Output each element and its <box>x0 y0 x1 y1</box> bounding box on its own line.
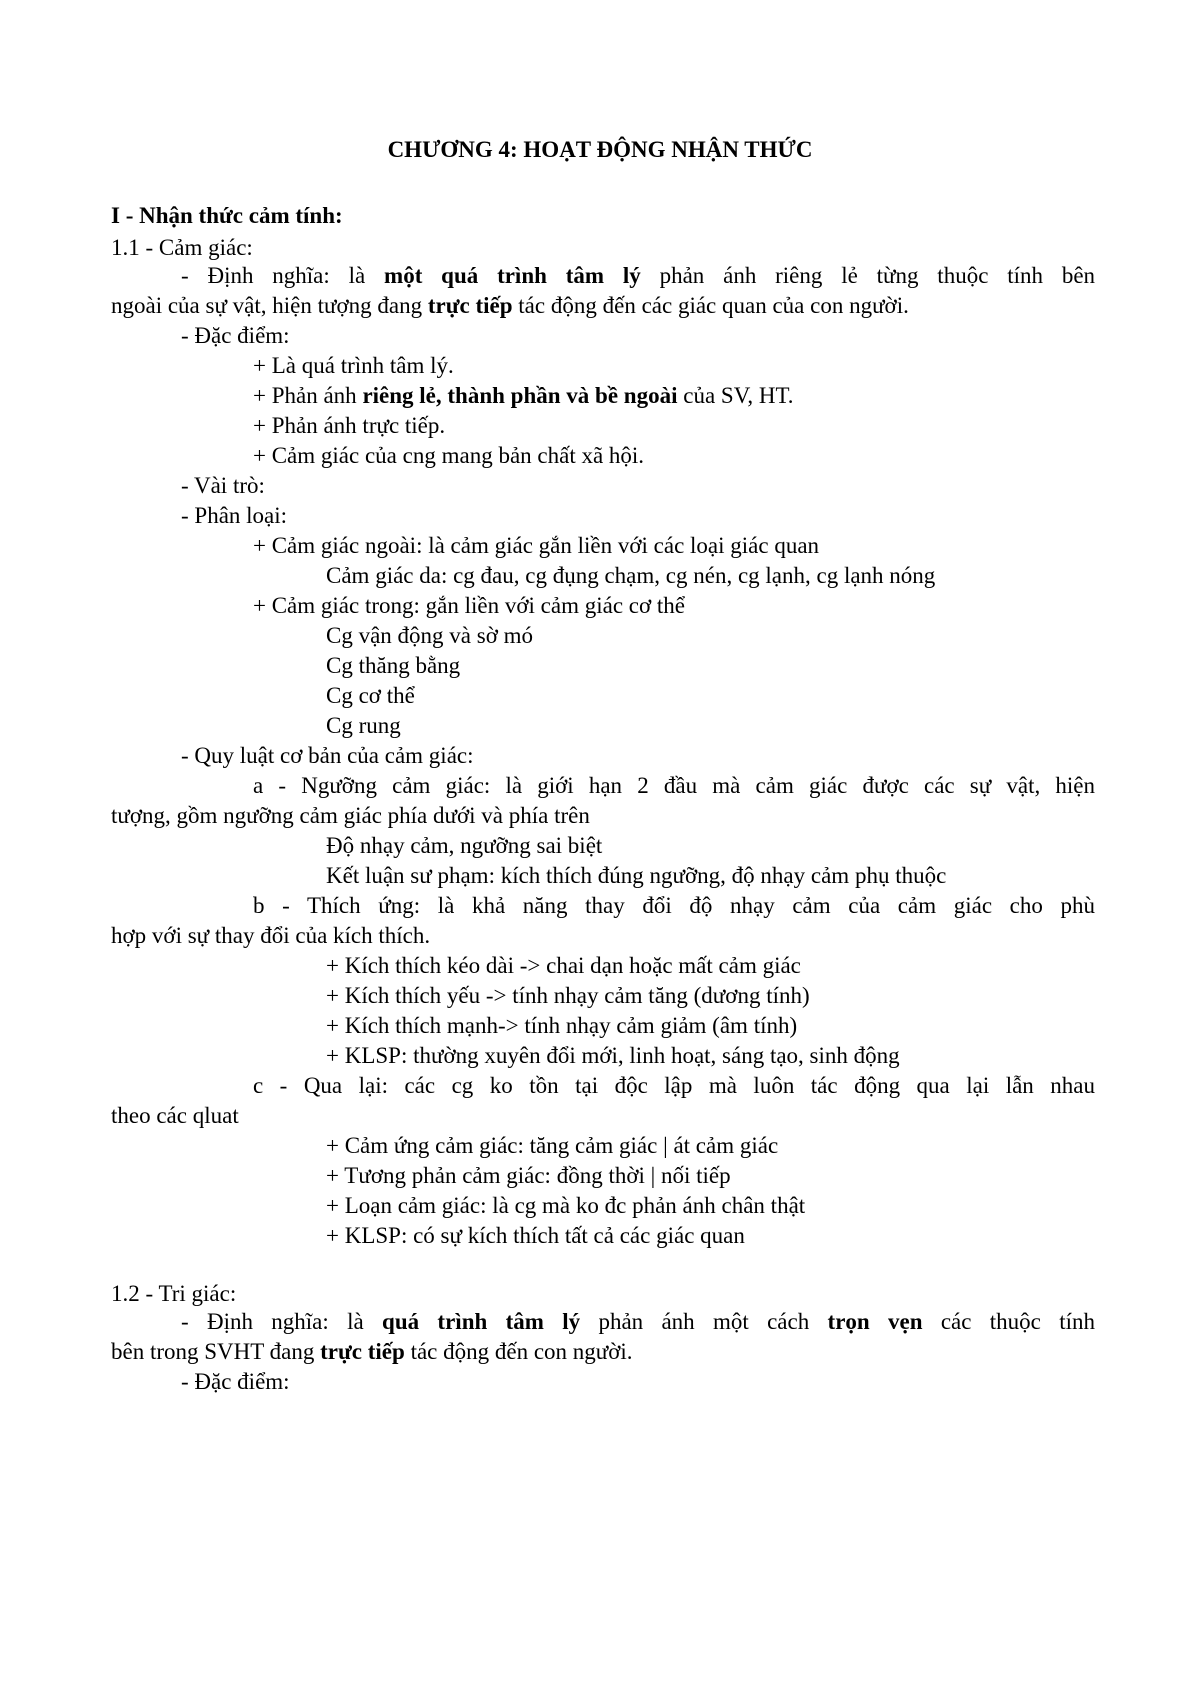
classify-subitem: Cảm giác da: cg đau, cg đụng chạm, cg nén, cg lạnh, cg lạnh nóng <box>326 563 936 588</box>
law-c-line-1: c - Qua lại: các cg ko tồn tại độc lập mà luôn tác động qua lại lẫn nhau <box>253 1073 1095 1098</box>
law-a-note: Kết luận sư phạm: kích thích đúng ngưỡng, độ nhạy cảm phụ thuộc <box>326 863 947 888</box>
definition-line-1: - Định nghĩa: là quá trình tâm lý phản ánh một cách trọn vẹn các thuộc tính <box>181 1309 1095 1334</box>
law-c-line-2: theo các qluat <box>111 1103 239 1128</box>
law-b-line-2: hợp với sự thay đổi của kích thích. <box>111 923 431 948</box>
classify-label: - Phân loại: <box>181 503 288 528</box>
definition-line-2: ngoài của sự vật, hiện tượng đang trực tiếp tác động đến các giác quan của con người. <box>111 293 909 318</box>
classify-item: + Cảm giác ngoài: là cảm giác gắn liền với các loại giác quan <box>253 533 820 558</box>
classify-subitem: Cg rung <box>326 713 401 738</box>
law-c-item: + Cảm ứng cảm giác: tăng cảm giác | át cảm giác <box>326 1133 779 1158</box>
features-label: - Đặc điểm: <box>181 1369 290 1394</box>
feature-item: + Phản ánh trực tiếp. <box>253 413 446 438</box>
law-b-item: + Kích thích kéo dài -> chai dạn hoặc mất cảm giác <box>326 953 801 978</box>
law-b-item: + KLSP: thường xuyên đổi mới, linh hoạt, sáng tạo, sinh động <box>326 1043 900 1068</box>
law-c-item: + KLSP: có sự kích thích tất cả các giác quan <box>326 1223 745 1248</box>
law-c-item: + Tương phản cảm giác: đồng thời | nối tiếp <box>326 1163 731 1188</box>
feature-item: + Phản ánh riêng lẻ, thành phần và bề ngoài của SV, HT. <box>253 383 794 408</box>
law-b-item: + Kích thích yếu -> tính nhạy cảm tăng (dương tính) <box>326 983 810 1008</box>
law-a-line-1: a - Ngưỡng cảm giác: là giới hạn 2 đầu mà cảm giác được các sự vật, hiện <box>253 773 1095 798</box>
chapter-title: CHƯƠNG 4: HOẠT ĐỘNG NHẬN THỨC <box>387 137 813 162</box>
definition-line-2: bên trong SVHT đang trực tiếp tác động đến con người. <box>111 1339 633 1364</box>
subsection-heading: 1.2 - Tri giác: <box>111 1281 237 1306</box>
laws-label: - Quy luật cơ bản của cảm giác: <box>181 743 474 768</box>
law-a-note: Độ nhạy cảm, ngưỡng sai biệt <box>326 833 603 858</box>
classify-subitem: Cg thăng bằng <box>326 653 461 678</box>
law-b-line-1: b - Thích ứng: là khả năng thay đổi độ nhạy cảm của cảm giác cho phù <box>253 893 1095 918</box>
subsection-heading: 1.1 - Cảm giác: <box>111 235 253 260</box>
feature-item: + Là quá trình tâm lý. <box>253 353 454 378</box>
feature-item: + Cảm giác của cng mang bản chất xã hội. <box>253 443 645 468</box>
law-c-item: + Loạn cảm giác: là cg mà ko đc phản ánh chân thật <box>326 1193 806 1218</box>
law-a-line-2: tượng, gồm ngưỡng cảm giác phía dưới và phía trên <box>111 803 590 828</box>
law-b-item: + Kích thích mạnh-> tính nhạy cảm giảm (âm tính) <box>326 1013 798 1038</box>
section-heading: I - Nhận thức cảm tính: <box>111 203 343 228</box>
classify-subitem: Cg cơ thể <box>326 683 415 708</box>
definition-line-1: - Định nghĩa: là một quá trình tâm lý phản ánh riêng lẻ từng thuộc tính bên <box>181 263 1096 288</box>
classify-subitem: Cg vận động và sờ mó <box>326 623 534 648</box>
classify-item: + Cảm giác trong: gắn liền với cảm giác cơ thể <box>253 593 685 618</box>
role-label: - Vài trò: <box>181 473 265 498</box>
features-label: - Đặc điểm: <box>181 323 290 348</box>
